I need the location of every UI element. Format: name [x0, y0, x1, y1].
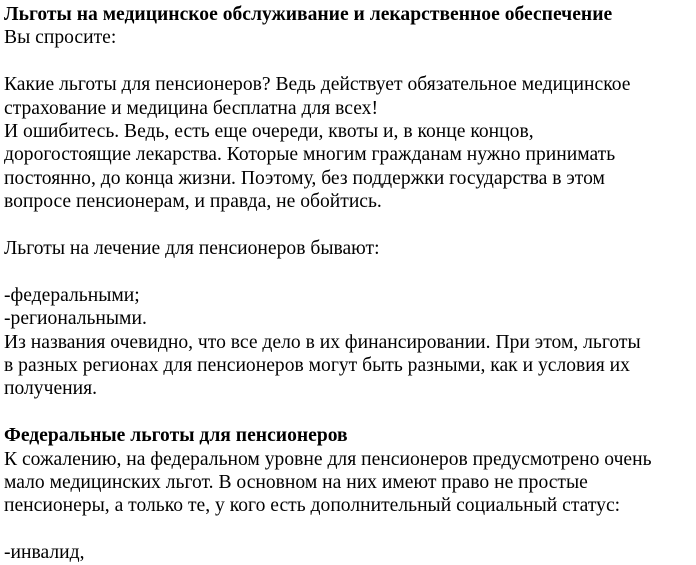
blank-line: [4, 518, 694, 541]
section-heading: Федеральные льготы для пенсионеров: [4, 425, 348, 447]
paragraph-line: Из названия очевидно, что все дело в их финансировании. При этом, льготы: [4, 331, 641, 353]
paragraph-line: пенсионеры, а только те, у кого есть дополнительный социальный статус:: [4, 495, 621, 517]
paragraph-line: страхование и медицина бесплатна для всех!: [4, 97, 379, 119]
paragraph-line: мало медицинских льгот. В основном на них имеют право не простые: [4, 472, 588, 494]
blank-line: [4, 401, 694, 424]
list-item: -федеральными;: [4, 284, 140, 306]
paragraph-line: Какие льготы для пенсионеров? Ведь действует обязательное медицинское: [4, 74, 631, 96]
paragraph-line: И ошибитесь. Ведь, есть еще очереди, квоты и, в конце концов,: [4, 121, 534, 143]
document-body: [4, 3, 694, 565]
intro-text: Вы спросите:: [4, 27, 117, 49]
paragraph-line: К сожалению, на федеральном уровне для пенсионеров предусмотрено очень: [4, 448, 652, 470]
list-item: -региональными.: [4, 308, 147, 330]
paragraph-line: в разных регионах для пенсионеров могут быть разными, как и условия их: [4, 355, 630, 377]
paragraph-line: постоянно, до конца жизни. Поэтому, без поддержки государства в этом: [4, 167, 605, 189]
list-item: -инвалид,: [4, 542, 85, 564]
paragraph-line: вопросе пенсионерам, и правда, не обойтись.: [4, 191, 382, 213]
paragraph-line: получения.: [4, 378, 98, 400]
paragraph-line: дорогостоящие лекарства. Которые многим гражданам нужно принимать: [4, 144, 616, 166]
blank-line: [4, 260, 694, 283]
paragraph-line: Льготы на лечение для пенсионеров бывают:: [4, 238, 380, 260]
blank-line: [4, 214, 694, 237]
blank-line: [4, 50, 694, 73]
document-title: Льготы на медицинское обслуживание и лекарственное обеспечение: [4, 4, 613, 25]
